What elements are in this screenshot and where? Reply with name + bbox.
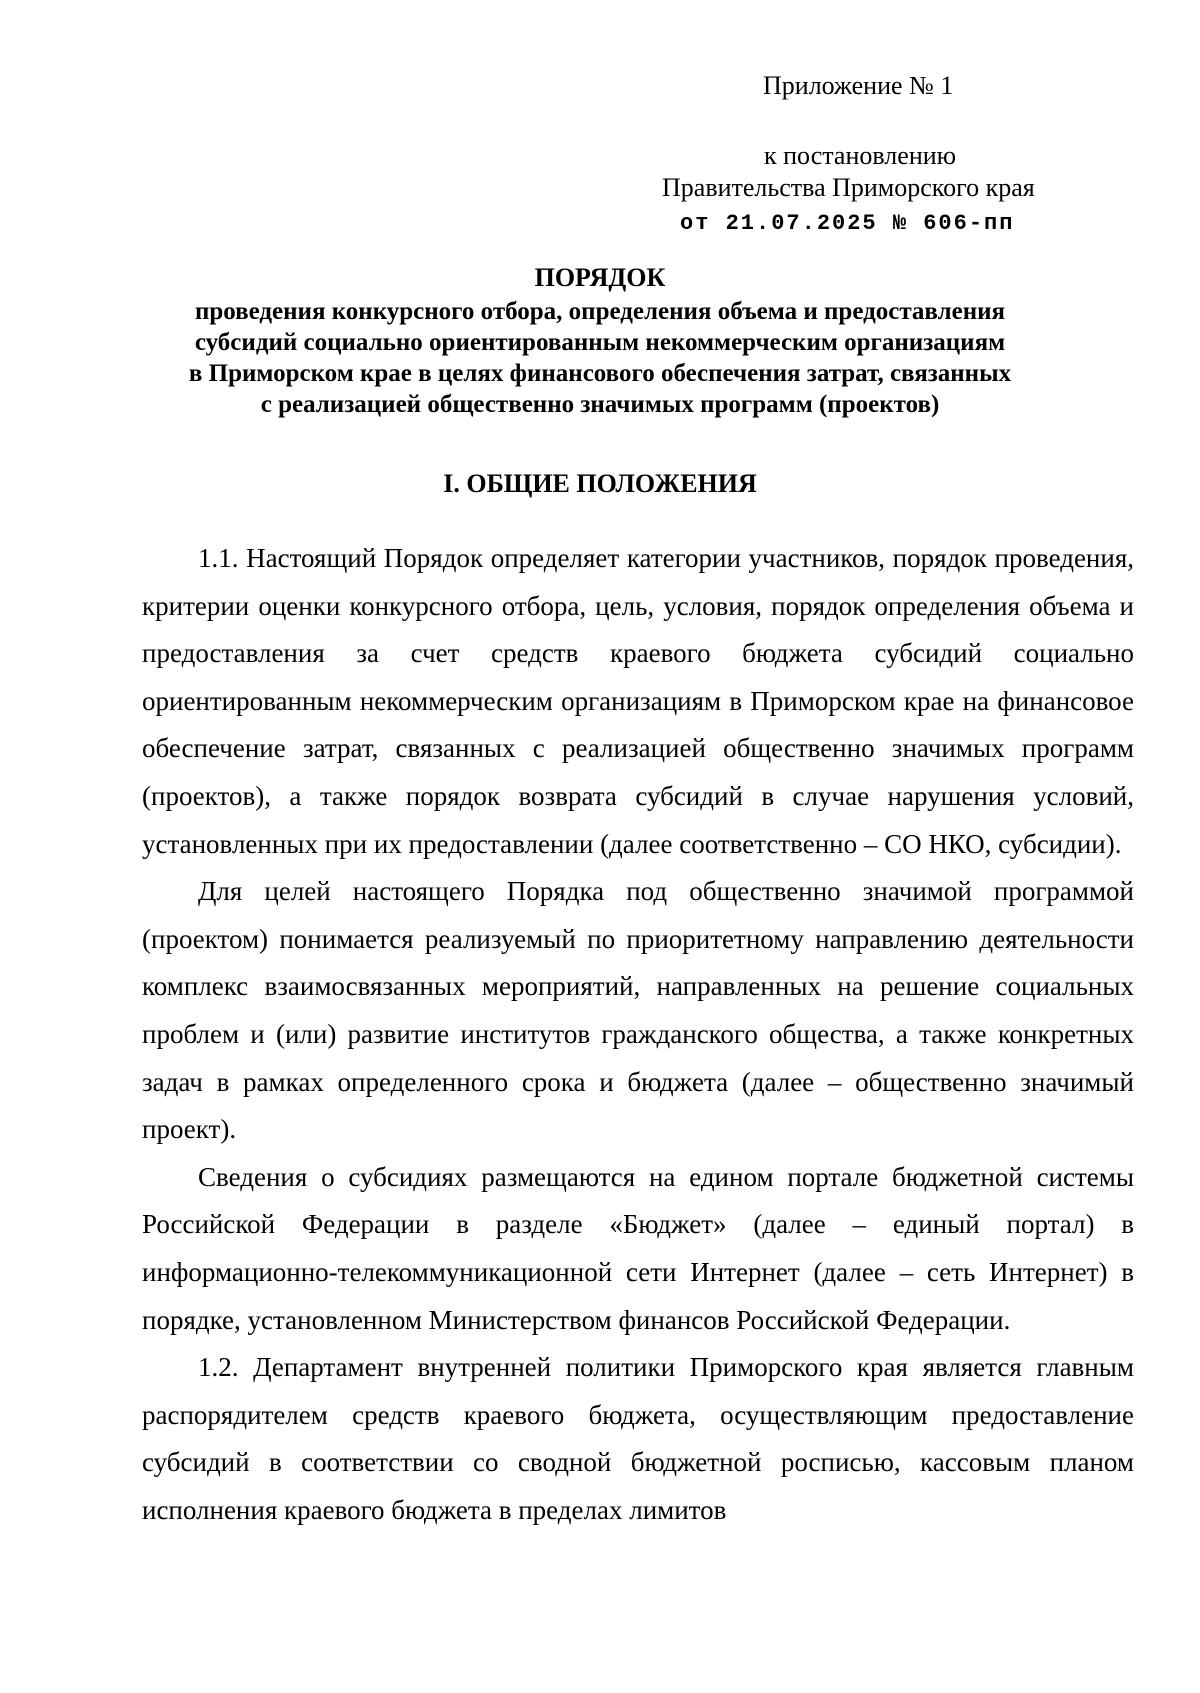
- decree-line-1: к постановлению: [764, 141, 957, 170]
- title-line-3: в Приморском крае в целях финансового обеспечения затрат, связанных: [188, 360, 1012, 387]
- section-heading: I. ОБЩИЕ ПОЛОЖЕНИЯ: [443, 469, 757, 498]
- paragraph-1-2: 1.2. Департамент внутренней политики Приморского края является главным распорядителем средств краевого бюджета, осуществляющим предоставление субсидий в соответствии со сводной бюджетной росписью, кассовым планом исполнения краевого бюджета в пределах лимитов: [142, 1352, 1134, 1525]
- decree-reference: [662, 140, 1035, 240]
- title-line-4: с реализацией общественно значимых программ (проектов): [260, 391, 940, 418]
- paragraph-1-1: 1.1. Настоящий Порядок определяет категории участников, порядок проведения, критерии оценки конкурсного отбора, цель, условия, порядок определения объема и предоставления за счет средств краевого бюджета субсидий социально ориентированным некоммерческим организациям в Приморском крае на финансовое обеспечение затрат, связанных с реализацией общественно значимых программ (проектов), а также порядок возврата субсидий в случае нарушения условий, установленных при их предоставлении (далее соответственно – СО НКО, субсидии).: [142, 543, 1134, 859]
- title-line-1: проведения конкурсного отбора, определения объема и предоставления: [194, 298, 1006, 325]
- document-title: [100, 262, 1100, 420]
- title-line-2: субсидий социально ориентированным некоммерческим организациям: [194, 329, 1006, 356]
- paragraph-definition: Для целей настоящего Порядка под общественно значимой программой (проектом) понимается реализуемый по приоритетному направлению деятельности комплекс взаимосвязанных мероприятий, направленных на решение социальных проблем и (или) развитие институтов гражданского общества, а также конкретных задач в рамках определенного срока и бюджета (далее – общественно значимый проект).: [142, 876, 1134, 1145]
- document-body: [142, 535, 1134, 1534]
- appendix-label: Приложение № 1: [763, 71, 954, 100]
- decree-line-2: Правительства Приморского края: [662, 173, 1035, 202]
- paragraph-portal: Сведения о субсидиях размещаются на едином портале бюджетной системы Российской Федерации в разделе «Бюджет» (далее – единый портал) в информационно-телекоммуникационной сети Интернет (далее – сеть Интернет) в порядке, установленном Министерством финансов Российской Федерации.: [142, 1161, 1134, 1335]
- title-main: ПОРЯДОК: [534, 263, 666, 292]
- decree-date-number: от 21.07.2025 № 606-пп: [680, 211, 1015, 236]
